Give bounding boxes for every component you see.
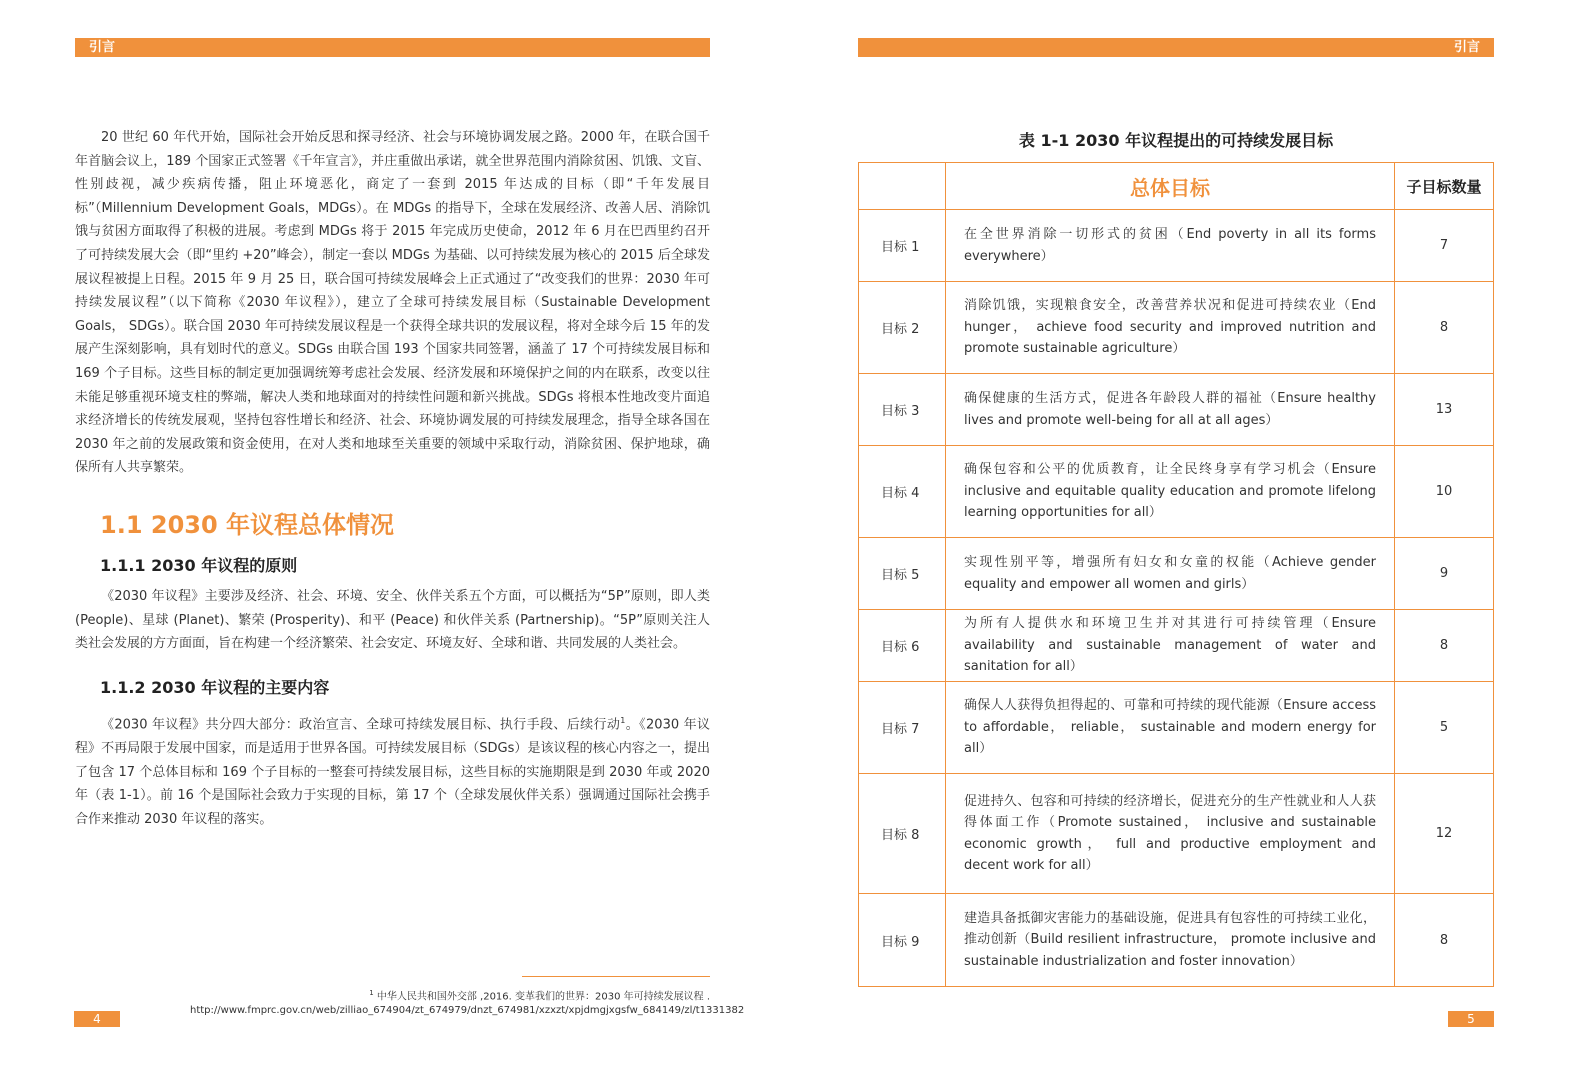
- table-header-goal: 总体目标: [946, 163, 1395, 210]
- goal-count: 8: [1395, 610, 1494, 682]
- table-header-row: [859, 163, 1494, 210]
- content-text-part-b: 。《2030 年议程》不再局限于发展中国家，而是适用于世界各国。可持续发展目标（SDGs）是该议程的核心内容之一，提出了包含 17 个总体目标和 169 个子目标的一整套可持续发展目标，这些目标的实施期限是到 2030 年或 2020 年（表 1-1）。前 16 个是国际社会致力于实现的目标，第 17 个（全球发展伙伴关系）强调通过国际社会携手合作来推动 2030 年议程的落实。: [75, 717, 711, 827]
- footnote-number: 1: [369, 989, 374, 997]
- subsection-title-content: 1.1.2 2030 年议程的主要内容: [100, 678, 330, 697]
- goal-count: 8: [1395, 282, 1494, 374]
- goal-label: 目标 2: [859, 282, 946, 374]
- subsection-title-principles: 1.1.1 2030 年议程的原则: [100, 556, 298, 575]
- footnote: [190, 986, 745, 1018]
- goal-count: 12: [1395, 774, 1494, 894]
- goal-count: 13: [1395, 374, 1494, 446]
- table-caption: 表 1-1 2030 年议程提出的可持续发展目标: [1018, 131, 1334, 150]
- goal-description: 确保人人获得负担得起的、可靠和可持续的现代能源（Ensure access to affordable， reliable， sustainable and modern energy for all）: [946, 682, 1395, 774]
- goal-count: 5: [1395, 682, 1494, 774]
- goal-label: 目标 8: [859, 774, 946, 894]
- page-number-left: 4: [74, 1011, 120, 1027]
- table-header-empty: [859, 163, 946, 210]
- left-page: [0, 0, 793, 1077]
- right-header-bar: 引言: [858, 38, 1494, 57]
- goal-count: 7: [1395, 210, 1494, 282]
- table-row: [859, 210, 1494, 282]
- section-title: 1.1 2030 年议程总体情况: [100, 511, 395, 539]
- table-row: [859, 446, 1494, 538]
- goal-description: 在全世界消除一切形式的贫困（End poverty in all its forms everywhere）: [946, 210, 1395, 282]
- goal-label: 目标 3: [859, 374, 946, 446]
- goal-label: 目标 5: [859, 538, 946, 610]
- goal-count: 8: [1395, 894, 1494, 987]
- left-header-bar: 引言: [75, 38, 710, 57]
- page-number-right: 5: [1448, 1011, 1494, 1027]
- goal-description: 建造具备抵御灾害能力的基础设施，促进具有包容性的可持续工业化，推动创新（Build resilient infrastructure， promote inclusive and sustainable industrialization and foster innovation）: [946, 894, 1395, 987]
- principles-paragraph: 《2030 年议程》主要涉及经济、社会、环境、安全、伙伴关系五个方面，可以概括为“5P”原则，即人类 (People)、星球 (Planet)、繁荣 (Prosperity)、和平 (Peace) 和伙伴关系 (Partnership)。“5P”原则关注人类社会发展的方方面面，旨在构建一个经济繁荣、社会安定、环境友好、全球和谐、共同发展的人类社会。: [75, 589, 710, 652]
- table-row: [859, 894, 1494, 987]
- table-row: [859, 282, 1494, 374]
- content-text-part-a: 《2030 年议程》共分四大部分：政治宣言、全球可持续发展目标、执行手段、后续行动: [101, 717, 621, 733]
- footnote-text: 中华人民共和国外交部 ,2016. 变革我们的世界：2030 年可持续发展议程 . http://www.fmprc.gov.cn/web/zilliao_674904/zt_674979/dnzt_674981/xzxzt/xpjdmgjxgsfw_684149/zl/t1331382: [190, 991, 745, 1017]
- table-row: [859, 682, 1494, 774]
- table-row: [859, 374, 1494, 446]
- goal-description: 为所有人提供水和环境卫生并对其进行可持续管理（Ensure availability and sustainable management of water and sanitation for all）: [946, 610, 1395, 682]
- goal-count: 10: [1395, 446, 1494, 538]
- goal-label: 目标 4: [859, 446, 946, 538]
- goal-description: 确保包容和公平的优质教育，让全民终身享有学习机会（Ensure inclusive and equitable quality education and promote lifelong learning opportunities for all）: [946, 446, 1395, 538]
- goal-description: 促进持久、包容和可持续的经济增长，促进充分的生产性就业和人人获得体面工作（Promote sustained， inclusive and sustainable economic growth， full and productive employment and decent work for all）: [946, 774, 1395, 894]
- goal-description: 确保健康的生活方式，促进各年龄段人群的福祉（Ensure healthy lives and promote well-being for all at all ages）: [946, 374, 1395, 446]
- table-row: [859, 774, 1494, 894]
- goal-label: 目标 6: [859, 610, 946, 682]
- goal-label: 目标 7: [859, 682, 946, 774]
- goal-count: 9: [1395, 538, 1494, 610]
- goal-label: 目标 1: [859, 210, 946, 282]
- table-row: [859, 610, 1494, 682]
- table-header-count: 子目标数量: [1395, 163, 1494, 210]
- goal-label: 目标 9: [859, 894, 946, 987]
- goal-description: 消除饥饿，实现粮食安全，改善营养状况和促进可持续农业（End hunger， achieve food security and improved nutrition and promote sustainable agriculture）: [946, 282, 1395, 374]
- content-paragraph: [75, 709, 710, 831]
- right-page: [794, 0, 1587, 1077]
- footnote-divider: [522, 976, 710, 977]
- footnote-reference[interactable]: 1: [620, 716, 626, 725]
- goal-description: 实现性别平等，增强所有妇女和女童的权能（Achieve gender equality and empower all women and girls）: [946, 538, 1395, 610]
- sdg-table: [858, 162, 1494, 987]
- intro-paragraph: 20 世纪 60 年代开始，国际社会开始反思和探寻经济、社会与环境协调发展之路。2000 年，在联合国千年首脑会议上，189 个国家正式签署《千年宣言》，并庄重做出承诺，就全世界范围内消除贫困、饥饿、文盲、性别歧视，减少疾病传播，阻止环境恶化，商定了一套到 2015 年达成的目标（即“千年发展目标”（Millennium Development Goals，MDGs）。在 MDGs 的指导下，全球在发展经济、改善人居、消除饥饿与贫困方面取得了积极的进展。考虑到 MDGs 将于 2015 年完成历史使命，2012 年 6 月在巴西里约召开了可持续发展大会（即“里约 +20”峰会），制定一套以 MDGs 为基础、以可持续发展为核心的 2015 后全球发展议程被提上日程。2015 年 9 月 25 日，联合国可持续发展峰会上正式通过了“改变我们的世界：2030 年可持续发展议程”（以下简称《2030 年议程》），建立了全球可持续发展目标（Sustainable Development Goals， SDGs）。联合国 2030 年可持续发展议程是一个获得全球共识的发展议程，将对全球今后 15 年的发展产生深刻影响，具有划时代的意义。SDGs 由联合国 193 个国家共同签署，涵盖了 17 个可持续发展目标和 169 个子目标。这些目标的制定更加强调统筹考虑社会发展、经济发展和环境保护之间的内在联系，改变以往未能足够重视环境支柱的弊端，解决人类和地球面对的持续性问题和新兴挑战。SDGs 将根本性地改变片面追求经济增长的传统发展观，坚持包容性增长和经济、社会、环境协调发展的可持续发展理念，指导全球各国在 2030 年之前的发展政策和资金使用，在对人类和地球至关重要的领域中采取行动，消除贫困、保护地球，确保所有人共享繁荣。: [75, 130, 710, 476]
- table-row: [859, 538, 1494, 610]
